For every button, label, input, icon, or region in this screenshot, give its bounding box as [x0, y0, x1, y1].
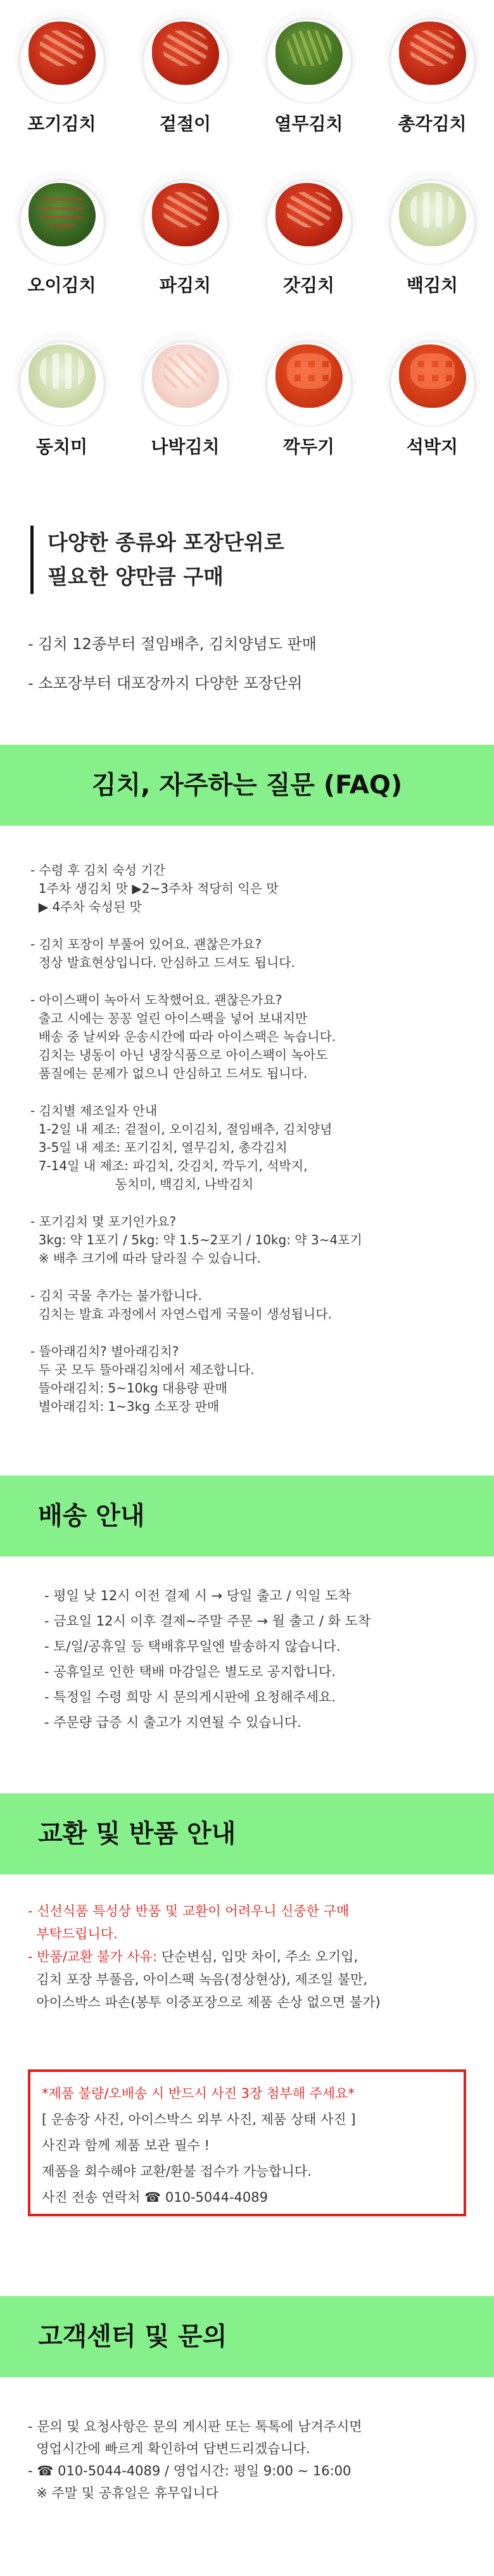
- faq-line: 7-14일 내 제조: 파김치, 갓김치, 깍두기, 석박지,: [30, 1158, 308, 1173]
- notice-line: 제품을 회수해야 교환/환불 접수가 가능합니다.: [42, 2164, 312, 2179]
- faq-line: - 포기김치 몇 포기인가요?: [30, 1214, 177, 1229]
- cucumber-kimchi-icon: [15, 170, 110, 265]
- cs-line: - 문의 및 요청사항은 문의 게시판 또는 톡톡에 남겨주시면: [28, 2419, 362, 2434]
- napa-kimchi-icon: [15, 9, 110, 104]
- kimchi-label: 깍두기: [282, 436, 335, 457]
- faq-item: [30, 1287, 474, 1323]
- kimchi-type-grid: [0, 0, 494, 488]
- kimchi-label: 오이김치: [27, 275, 96, 296]
- shipping-title: 배송 안내: [38, 1501, 145, 1531]
- kimchi-item-kkakdugi: [247, 323, 370, 458]
- kimchi-label: 포기김치: [27, 113, 96, 134]
- faq-line: 1-2일 내 제조: 겉절이, 오이김치, 절임배추, 김치양념: [30, 1121, 332, 1137]
- notice-contact: 사진 전송 연락처 ☎ 010-5044-4089: [42, 2190, 268, 2205]
- faq-list: [30, 861, 474, 1435]
- exchange-reasons: 김치 포장 부풀음, 아이스팩 녹음(정상현상), 제조일 불만,: [28, 1972, 368, 1987]
- chonggak-kimchi-icon: [385, 9, 480, 104]
- faq-line: 품질에는 문제가 없으니 안심하고 드셔도 됩니다.: [30, 1066, 308, 1081]
- faq-item: [30, 1342, 474, 1416]
- faq-item: [30, 935, 474, 972]
- mustard-leaf-kimchi-icon: [262, 170, 357, 265]
- shipping-list: [44, 1586, 481, 1738]
- exchange-reasons: 아이스박스 파손(봉투 이중포장으로 제품 손상 없으면 불가): [28, 1995, 381, 2010]
- faq-item: [30, 1213, 474, 1268]
- yeolmu-kimchi-icon: [262, 9, 357, 104]
- exchange-reasons-text: 단순변심, 입맛 차이, 주소 오기입,: [161, 1949, 358, 1964]
- intro-title-line1: 다양한 종류와 포장단위로: [48, 530, 284, 555]
- faq-line: 김치는 냉동이 아닌 냉장식품으로 아이스팩이 녹아도: [30, 1047, 328, 1063]
- white-kimchi-icon: [385, 170, 480, 265]
- defect-notice-box: [28, 2069, 466, 2216]
- kimchi-item-dongchimi: [0, 323, 124, 458]
- intro-title-line2: 필요한 양만큼 구매: [48, 564, 224, 589]
- faq-line: - 뜰아래김치? 별아래김치?: [30, 1344, 179, 1359]
- seokbakji-icon: [385, 332, 480, 427]
- customer-center-body: [28, 2416, 481, 2504]
- shipping-item: - 특정일 수령 희망 시 문의게시판에 요청해주세요.: [44, 1689, 336, 1705]
- faq-line: 1주차 생김치 맛 ▶2~3주차 적당히 익은 맛: [30, 881, 279, 896]
- shipping-item: - 평일 낮 12시 이전 결제 시 → 당일 출고 / 익일 도착: [44, 1588, 351, 1603]
- faq-line: 두 곳 모두 뜰아래김치에서 제조합니다.: [30, 1362, 255, 1377]
- exchange-warning: - 신선식품 특성상 반품 및 교환이 어려우니 신중한 구매: [28, 1904, 350, 1919]
- notice-line: [ 운송장 사진, 아이스박스 외부 사진, 제품 상태 사진 ]: [42, 2112, 356, 2127]
- faq-line: 뜰아래김치: 5~10kg 대용량 판매: [30, 1380, 227, 1396]
- faq-line: - 김치 국물 추가는 불가합니다.: [30, 1288, 202, 1303]
- faq-line: - 김치 포장이 부풀어 있어요. 괜찮은가요?: [30, 937, 262, 952]
- shipping-item: - 토/일/공휴일 등 택배휴무일엔 발송하지 않습니다.: [44, 1639, 341, 1654]
- kimchi-item-green-onion: [124, 161, 247, 297]
- exchange-reasons-label: - 반품/교환 불가 사유:: [28, 1949, 162, 1964]
- kimchi-label: 갓김치: [282, 275, 335, 296]
- exchange-body: [28, 1900, 481, 2014]
- geotjeori-icon: [138, 9, 233, 104]
- faq-line: ▶ 4주차 숙성된 맛: [30, 899, 142, 914]
- kimchi-item-nabak: [124, 323, 247, 458]
- faq-line: - 김치별 제조일자 안내: [30, 1103, 158, 1118]
- nabak-kimchi-icon: [138, 332, 233, 427]
- kimchi-item-napa: [0, 0, 124, 136]
- intro-bullet: - 소포장부터 대포장까지 다양한 포장단위: [28, 674, 303, 692]
- faq-banner: [0, 745, 494, 826]
- kimchi-item-chonggak: [370, 0, 494, 136]
- faq-line: 별아래김치: 1~3kg 소포장 판매: [30, 1399, 220, 1414]
- faq-line: - 아이스팩이 녹아서 도착했어요. 괜찮은가요?: [30, 992, 282, 1007]
- shipping-item: - 금요일 12시 이후 결제~주말 주문 → 월 출고 / 화 도착: [44, 1613, 371, 1629]
- kimchi-label: 백김치: [406, 275, 459, 296]
- kimchi-item-yeolmu: [247, 0, 370, 136]
- notice-line: 사진과 함께 제품 보관 필수 !: [42, 2138, 210, 2153]
- exchange-banner: [0, 1793, 494, 1874]
- faq-line: 동치미, 백김치, 나박김치: [30, 1177, 254, 1192]
- faq-line: 3kg: 약 1포기 / 5kg: 약 1.5~2포기 / 10kg: 약 3~4포기: [30, 1232, 362, 1247]
- cs-line: 영업시간에 빠르게 확인하여 답변드리겠습니다.: [28, 2441, 310, 2456]
- kimchi-label: 파김치: [159, 275, 212, 296]
- faq-line: ※ 배추 크기에 따라 달라질 수 있습니다.: [30, 1251, 261, 1266]
- dongchimi-icon: [15, 332, 110, 427]
- kimchi-label: 총각김치: [398, 113, 467, 134]
- kimchi-item-cucumber: [0, 161, 124, 297]
- kimchi-item-seokbakji: [370, 323, 494, 458]
- exchange-warning: 부탁드립니다.: [28, 1926, 118, 1941]
- customer-center-title: 고객센터 및 문의: [38, 2322, 227, 2351]
- kimchi-item-mustard-leaf: [247, 161, 370, 297]
- green-onion-kimchi-icon: [138, 170, 233, 265]
- faq-title: 김치, 자주하는 질문 (FAQ): [91, 771, 403, 800]
- intro-title: [30, 526, 491, 594]
- faq-line: 김치는 발효 과정에서 자연스럽게 국물이 생성됩니다.: [30, 1306, 332, 1322]
- exchange-reasons: [28, 1945, 481, 1968]
- kimchi-label: 열무김치: [274, 113, 343, 134]
- notice-headline: *제품 불량/오배송 시 반드시 사진 3장 첨부해 주세요*: [42, 2086, 355, 2101]
- kimchi-label: 나박김치: [151, 436, 220, 457]
- customer-center-banner: [0, 2296, 494, 2377]
- shipping-item: - 공휴일로 인한 택배 마감일은 별도로 공지합니다.: [44, 1664, 336, 1679]
- intro-bullets: [28, 633, 484, 712]
- cs-line: - ☎ 010-5044-4089 / 영업시간: 평일 9:00 ~ 16:00: [28, 2463, 352, 2478]
- faq-line: 출고 시에는 꽁꽁 얼린 아이스팩을 넣어 보내지만: [30, 1011, 308, 1026]
- kimchi-label: 동치미: [35, 436, 88, 457]
- kimchi-item-geotjeori: [124, 0, 247, 136]
- kimchi-label: 석박지: [406, 436, 459, 457]
- kimchi-item-white: [370, 161, 494, 297]
- kkakdugi-icon: [262, 332, 357, 427]
- faq-line: 3-5일 내 제조: 포기김치, 열무김치, 총각김치: [30, 1140, 288, 1155]
- faq-line: 배송 중 날씨와 운송시간에 따라 아이스팩은 녹습니다.: [30, 1029, 336, 1044]
- shipping-item: - 주문량 급증 시 출고가 지연될 수 있습니다.: [44, 1715, 301, 1730]
- intro-bullet: - 김치 12종부터 절임배추, 김치양념도 판매: [28, 635, 317, 653]
- faq-item: [30, 861, 474, 916]
- faq-line: - 수령 후 김치 숙성 기간: [30, 862, 165, 878]
- kimchi-label: 겉절이: [159, 113, 212, 134]
- exchange-title: 교환 및 반품 안내: [38, 1819, 236, 1848]
- faq-line: 정상 발효현상입니다. 안심하고 드셔도 됩니다.: [30, 955, 295, 970]
- shipping-banner: [0, 1475, 494, 1556]
- cs-line: ※ 주말 및 공휴일은 휴무입니다: [28, 2485, 219, 2501]
- faq-item: [30, 1102, 474, 1194]
- faq-item: [30, 991, 474, 1083]
